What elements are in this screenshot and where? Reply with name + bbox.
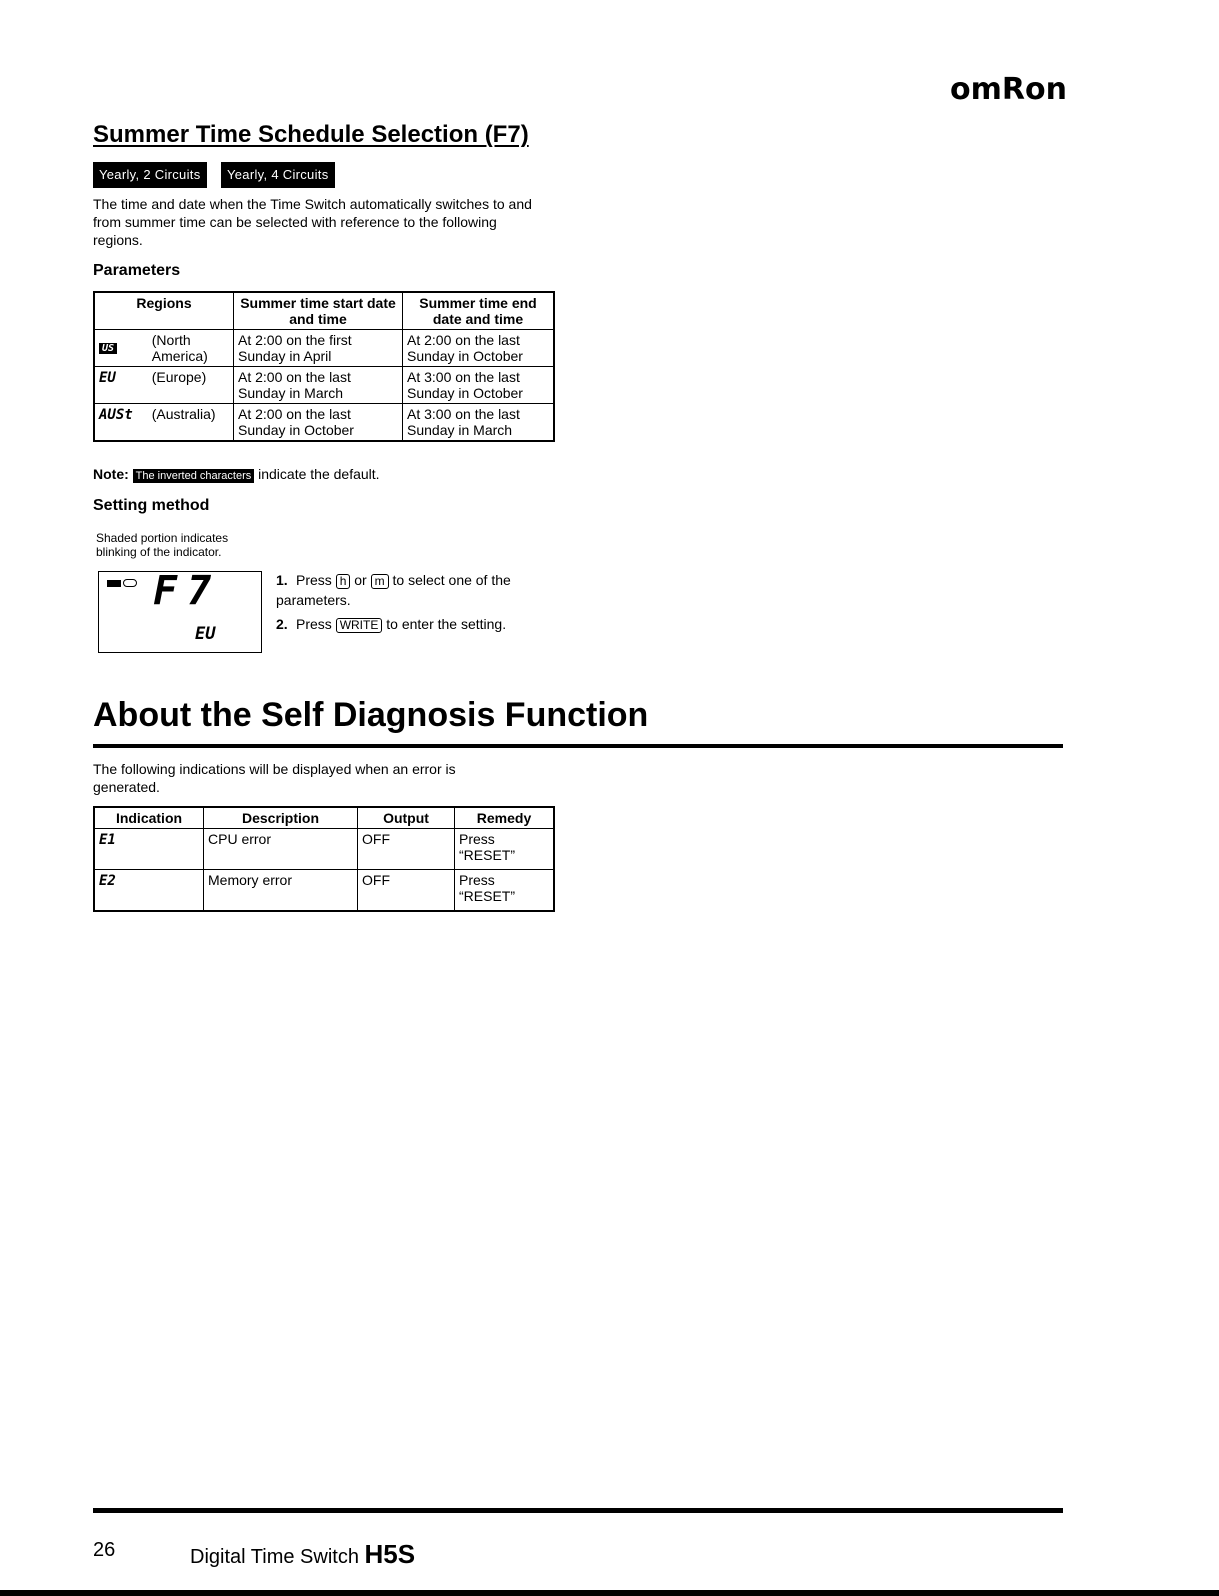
region-code-cell xyxy=(94,404,148,442)
indicator-shaded-icon xyxy=(123,579,137,587)
step-text: to enter the setting. xyxy=(386,616,507,632)
section-divider xyxy=(93,744,1063,748)
region-name: (Europe) xyxy=(148,367,234,404)
step-text: Press xyxy=(296,616,332,632)
col-header-start: Summer time start date and time xyxy=(234,292,403,330)
step-text: or xyxy=(354,572,367,588)
region-code: US xyxy=(99,343,117,354)
start-cell: At 2:00 on the first Sunday in April xyxy=(234,330,403,367)
omron-logo: omRon xyxy=(950,72,1067,107)
description-cell: CPU error xyxy=(204,829,358,870)
diagnosis-intro: The following indications will be displayed when an error is generated. xyxy=(93,761,456,795)
end-cell: At 3:00 on the last Sunday in October xyxy=(403,367,555,404)
table-row xyxy=(94,829,554,870)
parameters-heading: Parameters xyxy=(93,262,181,279)
diagnosis-table xyxy=(93,806,555,912)
note-text: indicate the default. xyxy=(258,466,380,482)
end-cell: At 3:00 on the last Sunday in March xyxy=(403,404,555,442)
step-number: 1. xyxy=(276,572,288,588)
col-header-regions: Regions xyxy=(94,292,234,330)
page-bottom-edge xyxy=(0,1590,1219,1596)
section-title-summer-time: Summer Time Schedule Selection (F7) xyxy=(93,121,529,148)
page-number: 26 xyxy=(93,1539,116,1561)
col-header-indication: Indication xyxy=(94,807,204,829)
table-row xyxy=(94,367,554,404)
badge-yearly-2-circuits: Yearly, 2 Circuits xyxy=(93,162,207,188)
table-row xyxy=(94,330,554,367)
col-header-output: Output xyxy=(358,807,455,829)
note-inverted-sample: The inverted characters xyxy=(133,469,255,483)
col-header-remedy: Remedy xyxy=(455,807,555,829)
lcd-main-readout: F7 xyxy=(153,568,222,614)
step-text: Press xyxy=(296,572,332,588)
footer-product-name: Digital Time Switch xyxy=(190,1546,359,1568)
output-cell: OFF xyxy=(358,829,455,870)
table-row xyxy=(94,870,554,912)
indicator-block-icon xyxy=(107,580,121,587)
summer-time-table xyxy=(93,291,555,442)
h-key-icon: h xyxy=(336,574,351,589)
badge-yearly-4-circuits: Yearly, 4 Circuits xyxy=(221,162,335,188)
start-cell: At 2:00 on the last Sunday in October xyxy=(234,404,403,442)
indication-cell xyxy=(94,829,204,870)
section-title-self-diagnosis: About the Self Diagnosis Function xyxy=(93,696,649,734)
setting-method-heading: Setting method xyxy=(93,497,210,514)
table-row xyxy=(94,404,554,442)
region-code: EU xyxy=(99,370,116,386)
region-name: (North America) xyxy=(148,330,234,367)
indication-code: E1 xyxy=(99,832,116,848)
step-1 xyxy=(276,570,546,610)
col-header-description: Description xyxy=(204,807,358,829)
region-code-cell xyxy=(94,330,148,367)
region-code-cell xyxy=(94,367,148,404)
start-cell: At 2:00 on the last Sunday in March xyxy=(234,367,403,404)
remedy-cell: Press “RESET” xyxy=(455,829,555,870)
footer-model: H5S xyxy=(364,1539,416,1569)
indication-code: E2 xyxy=(99,873,116,889)
footer-rule xyxy=(93,1508,1063,1513)
end-cell: At 2:00 on the last Sunday in October xyxy=(403,330,555,367)
step-number: 2. xyxy=(276,616,288,632)
description-cell: Memory error xyxy=(204,870,358,912)
indication-cell xyxy=(94,870,204,912)
write-key-icon: WRITE xyxy=(336,618,383,633)
region-code: AUSt xyxy=(99,407,133,423)
shaded-caption: Shaded portion indicates blinking of the indicator. xyxy=(96,531,229,559)
footer-title xyxy=(190,1539,415,1570)
lcd-sub-readout: EU xyxy=(195,624,216,644)
lcd-display xyxy=(98,568,262,653)
intro-paragraph: The time and date when the Time Switch automatically switches to and from summer time can be selected with reference to the following regions. xyxy=(93,196,532,248)
col-header-end: Summer time end date and time xyxy=(403,292,555,330)
default-note xyxy=(93,466,380,482)
remedy-cell: Press “RESET” xyxy=(455,870,555,912)
m-key-icon: m xyxy=(371,574,389,589)
step-2 xyxy=(276,614,546,634)
region-name: (Australia) xyxy=(148,404,234,442)
output-cell: OFF xyxy=(358,870,455,912)
step-text: to select one of the parameters. xyxy=(276,572,511,608)
note-label: Note: xyxy=(93,466,129,482)
